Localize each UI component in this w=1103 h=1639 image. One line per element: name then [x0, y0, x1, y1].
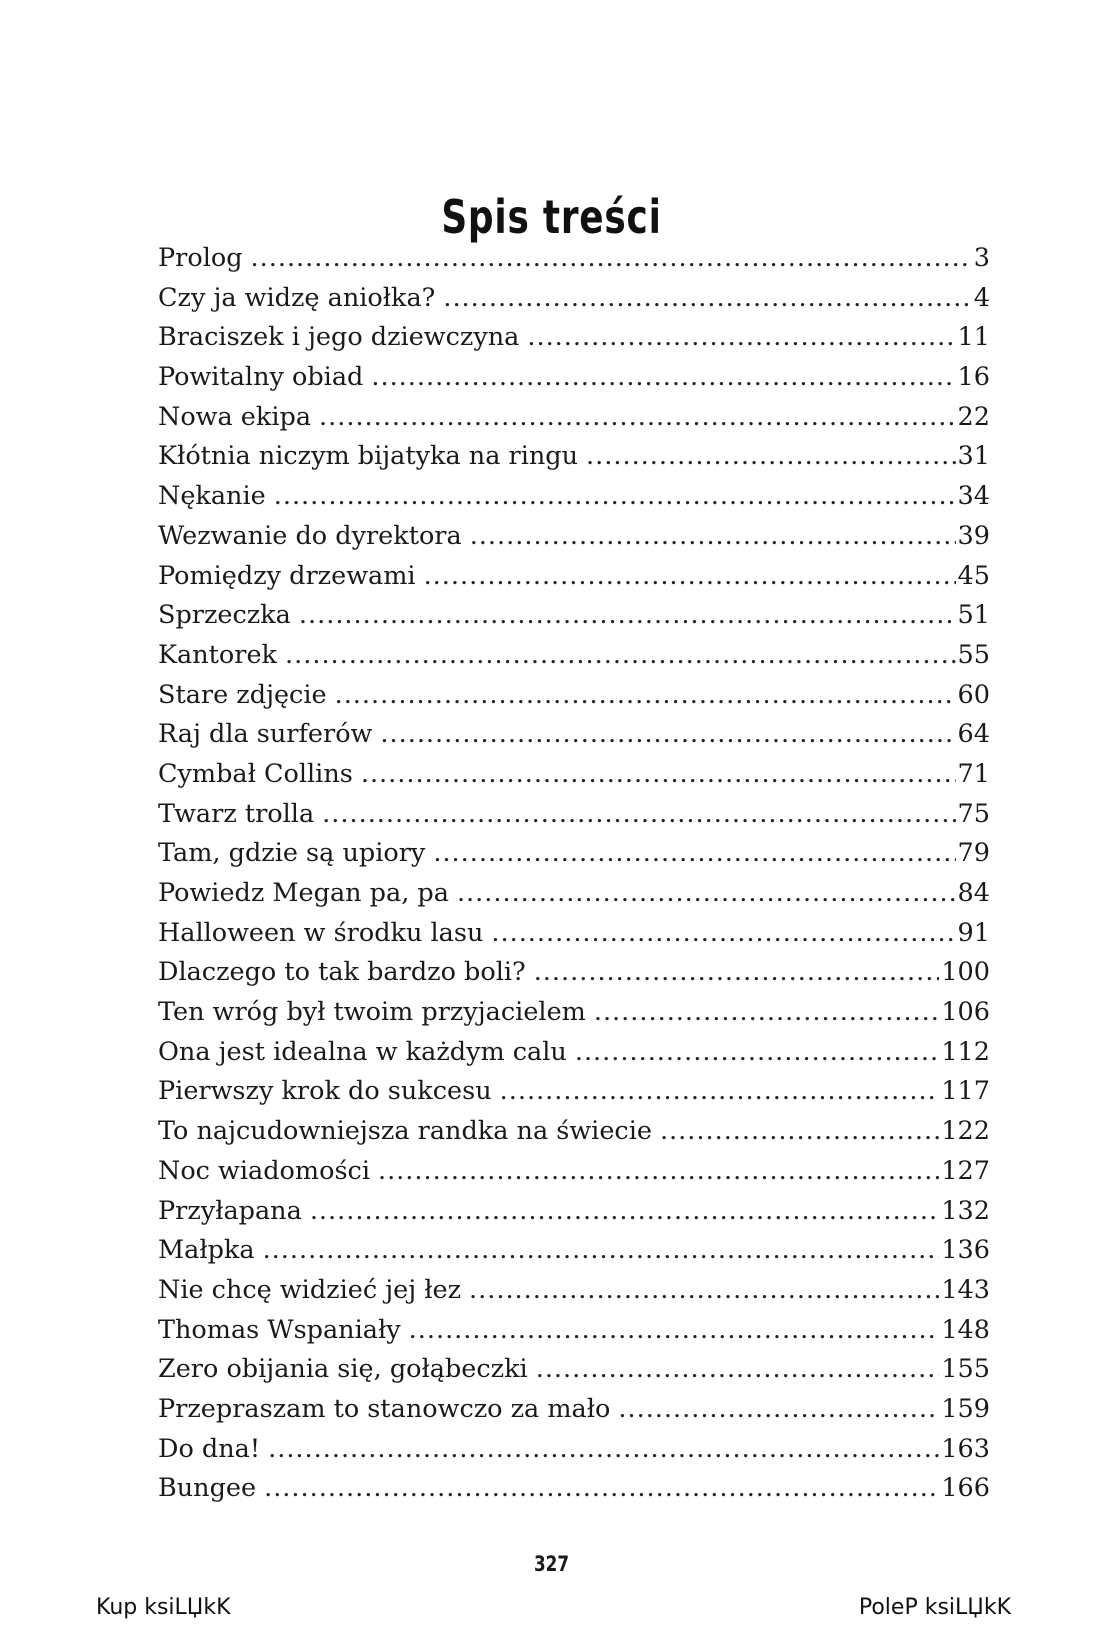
- toc-entry: [158, 993, 990, 1033]
- toc-dot-leader: [310, 1192, 940, 1232]
- toc-entry: [158, 318, 990, 358]
- toc-entry: [158, 477, 990, 517]
- toc-entry-page: 45: [957, 560, 990, 591]
- toc-entry: [158, 398, 990, 438]
- toc-entry-title: Kłótnia niczym bijatyka na ringu: [158, 441, 579, 472]
- toc-entry: [158, 953, 990, 993]
- toc-entry-title: Nowa ekipa: [158, 401, 312, 432]
- toc-entry-title: Pierwszy krok do sukcesu: [158, 1076, 492, 1107]
- toc-entry-title: Sprzeczka: [158, 600, 291, 631]
- toc-entry-title: Prolog: [158, 243, 243, 273]
- toc-entry-title: Nie chcę widzieć jej łez: [158, 1274, 462, 1305]
- toc-entry: [158, 676, 990, 716]
- toc-entry-title: Thomas Wspaniały: [158, 1314, 401, 1345]
- toc-dot-leader: [594, 993, 939, 1033]
- toc-dot-leader: [433, 834, 955, 874]
- toc-dot-leader: [457, 874, 956, 914]
- toc-dot-leader: [380, 715, 955, 755]
- toc-entry-page: 106: [941, 997, 990, 1028]
- toc-entry: [158, 874, 990, 914]
- toc-entry-page: 127: [941, 1155, 990, 1186]
- toc-dot-leader: [268, 1430, 939, 1470]
- toc-dot-leader: [424, 557, 956, 597]
- toc-dot-leader: [274, 477, 956, 517]
- toc-entry-title: Czy ja widzę aniołka?: [158, 282, 436, 313]
- toc-entry-title: Zero obijania się, gołąbeczki: [158, 1354, 528, 1385]
- toc-entry-page: 11: [957, 322, 990, 353]
- toc-entry-page: 3: [973, 243, 990, 273]
- toc-entry: [158, 557, 990, 597]
- toc-entry: [158, 437, 990, 477]
- toc-entry: [158, 1390, 990, 1430]
- toc-entry: [158, 1192, 990, 1232]
- toc-dot-leader: [263, 1231, 940, 1271]
- toc-entry-title: Do dna!: [158, 1433, 261, 1464]
- toc-dot-leader: [536, 1350, 940, 1390]
- toc-entry-page: 34: [957, 481, 990, 512]
- toc-dot-leader: [361, 755, 956, 795]
- toc-entry-title: Bungee: [158, 1473, 257, 1504]
- toc-entry: [158, 239, 990, 279]
- toc-entry: [158, 715, 990, 755]
- toc-dot-leader: [264, 1469, 939, 1509]
- toc-entry: [158, 755, 990, 795]
- toc-entry: [158, 1072, 990, 1112]
- toc-entry-page: 60: [957, 679, 990, 710]
- toc-entry-page: 75: [957, 798, 990, 829]
- toc-dot-leader: [378, 1152, 939, 1192]
- toc-dot-leader: [335, 676, 956, 716]
- toc-entry: [158, 1271, 990, 1311]
- toc-entry-page: 84: [957, 878, 990, 908]
- toc-entry-page: 112: [941, 1036, 990, 1067]
- toc-entry-page: 31: [957, 441, 990, 472]
- toc-entry-title: Ona jest idealna w każdym calu: [158, 1036, 567, 1067]
- toc-entry-title: To najcudowniejsza randka na świecie: [158, 1116, 652, 1147]
- toc-entry-page: 148: [941, 1314, 990, 1345]
- toc-entry-page: 64: [957, 719, 990, 750]
- toc-dot-leader: [251, 239, 972, 279]
- toc-dot-leader: [491, 914, 955, 954]
- toc-entry-title: Przyłapana: [158, 1195, 302, 1226]
- toc-dot-leader: [469, 1271, 939, 1311]
- table-of-contents: [158, 239, 990, 1509]
- toc-dot-leader: [322, 795, 955, 835]
- toc-entry: [158, 1112, 990, 1152]
- toc-entry-page: 79: [957, 838, 990, 869]
- toc-entry: [158, 914, 990, 954]
- toc-entry-title: Przepraszam to stanowczo za mało: [158, 1393, 611, 1424]
- toc-entry: [158, 1430, 990, 1470]
- toc-dot-leader: [660, 1112, 939, 1152]
- toc-entry-page: 155: [941, 1354, 990, 1385]
- toc-dot-leader: [527, 318, 955, 358]
- toc-entry-title: Wezwanie do dyrektora: [158, 520, 462, 551]
- toc-dot-leader: [470, 517, 956, 557]
- footer-buy-link[interactable]: Kup ksiLЏkK: [96, 1595, 231, 1620]
- toc-dot-leader: [409, 1311, 940, 1351]
- toc-entry-page: 159: [941, 1393, 990, 1424]
- toc-entry-page: 16: [957, 362, 990, 393]
- toc-entry-page: 100: [941, 957, 990, 988]
- toc-entry-title: Twarz trolla: [158, 798, 315, 829]
- toc-dot-leader: [586, 437, 956, 477]
- toc-entry-title: Tam, gdzie są upiory: [158, 838, 426, 869]
- toc-entry-title: Braciszek i jego dziewczyna: [158, 322, 520, 353]
- toc-entry: [158, 1350, 990, 1390]
- toc-entry-title: Małpka: [158, 1235, 255, 1266]
- toc-entry: [158, 596, 990, 636]
- toc-entry-title: Cymbał Collins: [158, 758, 353, 789]
- toc-entry-page: 132: [941, 1195, 990, 1226]
- toc-dot-leader: [618, 1390, 939, 1430]
- toc-entry-title: Stare zdjęcie: [158, 679, 327, 710]
- toc-dot-leader: [443, 279, 971, 319]
- toc-entry-page: 117: [941, 1076, 990, 1107]
- toc-entry-page: 91: [957, 917, 990, 948]
- toc-entry-title: Ten wróg był twoim przyjacielem: [158, 997, 586, 1028]
- toc-entry-page: 22: [957, 401, 990, 432]
- toc-dot-leader: [575, 1033, 939, 1073]
- toc-entry: [158, 1311, 990, 1351]
- toc-entry-title: Noc wiadomości: [158, 1155, 370, 1186]
- toc-entry-page: 51: [957, 600, 990, 631]
- toc-entry: [158, 834, 990, 874]
- toc-entry-page: 136: [941, 1235, 990, 1266]
- toc-entry: [158, 795, 990, 835]
- toc-entry-page: 71: [957, 758, 990, 789]
- toc-entry-title: Nękanie: [158, 481, 266, 512]
- toc-entry-page: 166: [941, 1473, 990, 1504]
- toc-entry-page: 4: [973, 282, 990, 313]
- toc-entry-page: 39: [957, 520, 990, 551]
- toc-entry: [158, 1033, 990, 1073]
- toc-dot-leader: [500, 1072, 940, 1112]
- toc-dot-leader: [299, 596, 956, 636]
- toc-entry: [158, 358, 990, 398]
- toc-entry: [158, 279, 990, 319]
- toc-entry-title: Raj dla surferów: [158, 719, 373, 750]
- toc-entry-title: Powitalny obiad: [158, 362, 364, 393]
- toc-entry-title: Pomiędzy drzewami: [158, 560, 416, 591]
- footer-recommend-link[interactable]: PoleP ksiLЏkK: [858, 1595, 1011, 1620]
- toc-entry-page: 122: [941, 1116, 990, 1147]
- page-number: 327: [533, 1552, 570, 1576]
- toc-entry-title: Kantorek: [158, 639, 278, 670]
- toc-entry-page: 55: [957, 639, 990, 670]
- toc-entry: [158, 636, 990, 676]
- toc-entry: [158, 1469, 990, 1509]
- toc-entry-page: 143: [941, 1274, 990, 1305]
- toc-entry: [158, 1231, 990, 1271]
- toc-dot-leader: [534, 953, 940, 993]
- toc-entry: [158, 1152, 990, 1192]
- toc-entry-page: 163: [941, 1433, 990, 1464]
- toc-dot-leader: [285, 636, 956, 676]
- toc-entry-title: Dlaczego to tak bardzo boli?: [158, 957, 526, 988]
- toc-entry-title: Powiedz Megan pa, pa: [158, 878, 449, 908]
- toc-dot-leader: [319, 398, 956, 438]
- page-title: Spis treści: [441, 189, 662, 244]
- toc-dot-leader: [371, 358, 955, 398]
- toc-entry: [158, 517, 990, 557]
- toc-entry-title: Halloween w środku lasu: [158, 917, 484, 948]
